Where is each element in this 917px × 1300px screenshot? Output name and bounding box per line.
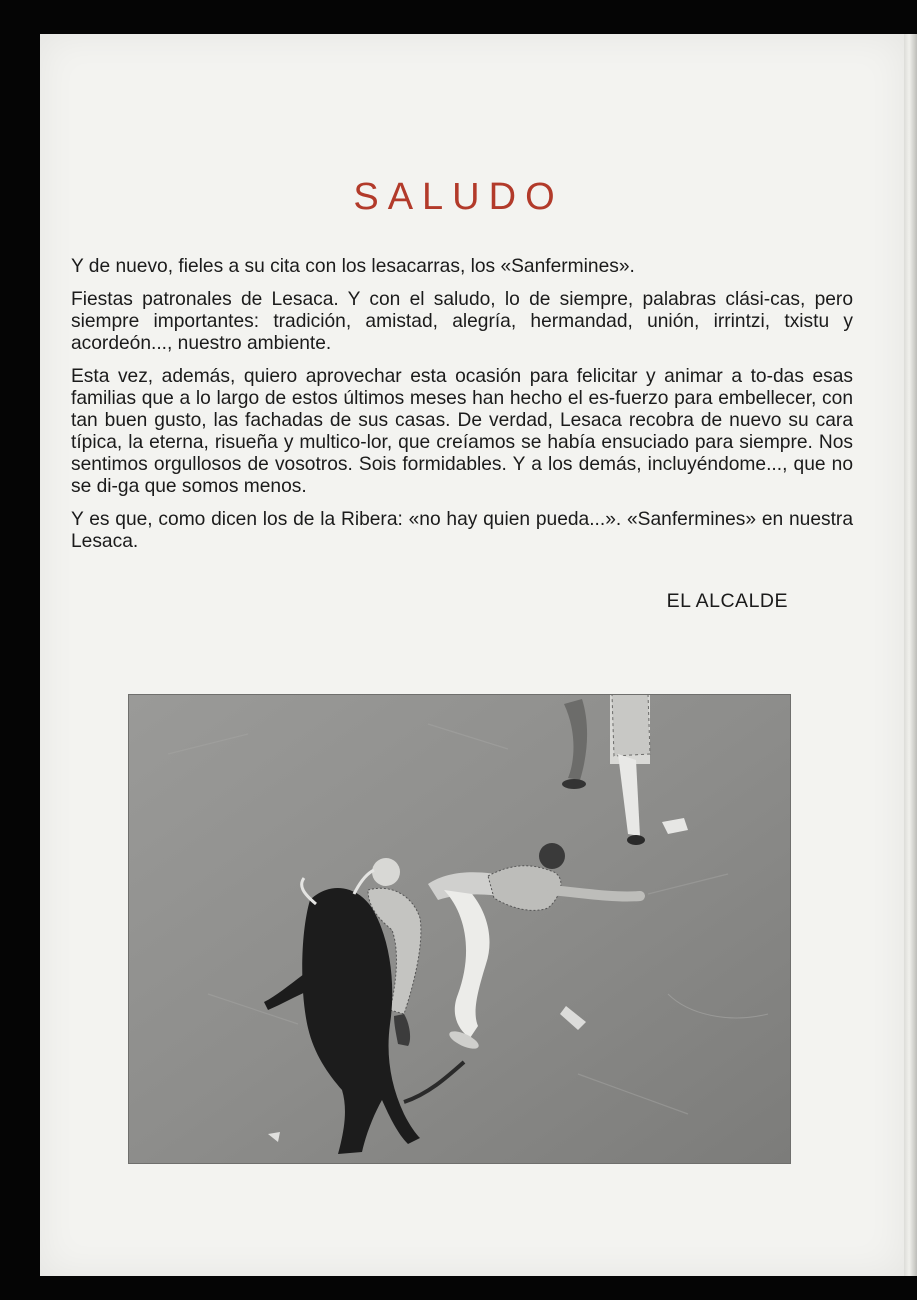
paragraph-2: Fiestas patronales de Lesaca. Y con el saludo, lo de siempre, palabras clási-cas, pero siempre importantes: tradición, amistad, alegría, hermandad, unión, irrintzi, txistu y acordeón..., nuestro ambiente. — [71, 289, 853, 354]
next-page-edge — [904, 34, 917, 1276]
bullfight-photo-drawing — [128, 694, 791, 1164]
bullfight-photo — [128, 694, 791, 1164]
paragraph-3: Esta vez, además, quiero aprovechar esta ocasión para felicitar y animar a to-das esas familias que a lo largo de estos últimos meses han hecho el es-fuerzo para embellecer, con tan buen gusto, las fachadas de sus casas. De verdad, Lesaca recobra de nuevo su cara típica, la eterna, risueña y multico-lor, que creíamos se había ensuciado para siempre. Nos sentimos orgullosos de vosotros. Sois formidables. Y a los demás, incluyéndome..., que no se di-ga que somos menos. — [71, 366, 853, 497]
paragraph-1: Y de nuevo, fieles a su cita con los lesacarras, los «Sanfermines». — [71, 256, 635, 277]
greeting-text — [71, 256, 853, 564]
paragraph-4: Y es que, como dicen los de la Ribera: «no hay quien pueda...». «Sanfermines» en nuestra Lesaca. — [71, 509, 853, 552]
page-title: SALUDO — [353, 176, 564, 218]
signature: EL ALCALDE — [666, 590, 788, 612]
